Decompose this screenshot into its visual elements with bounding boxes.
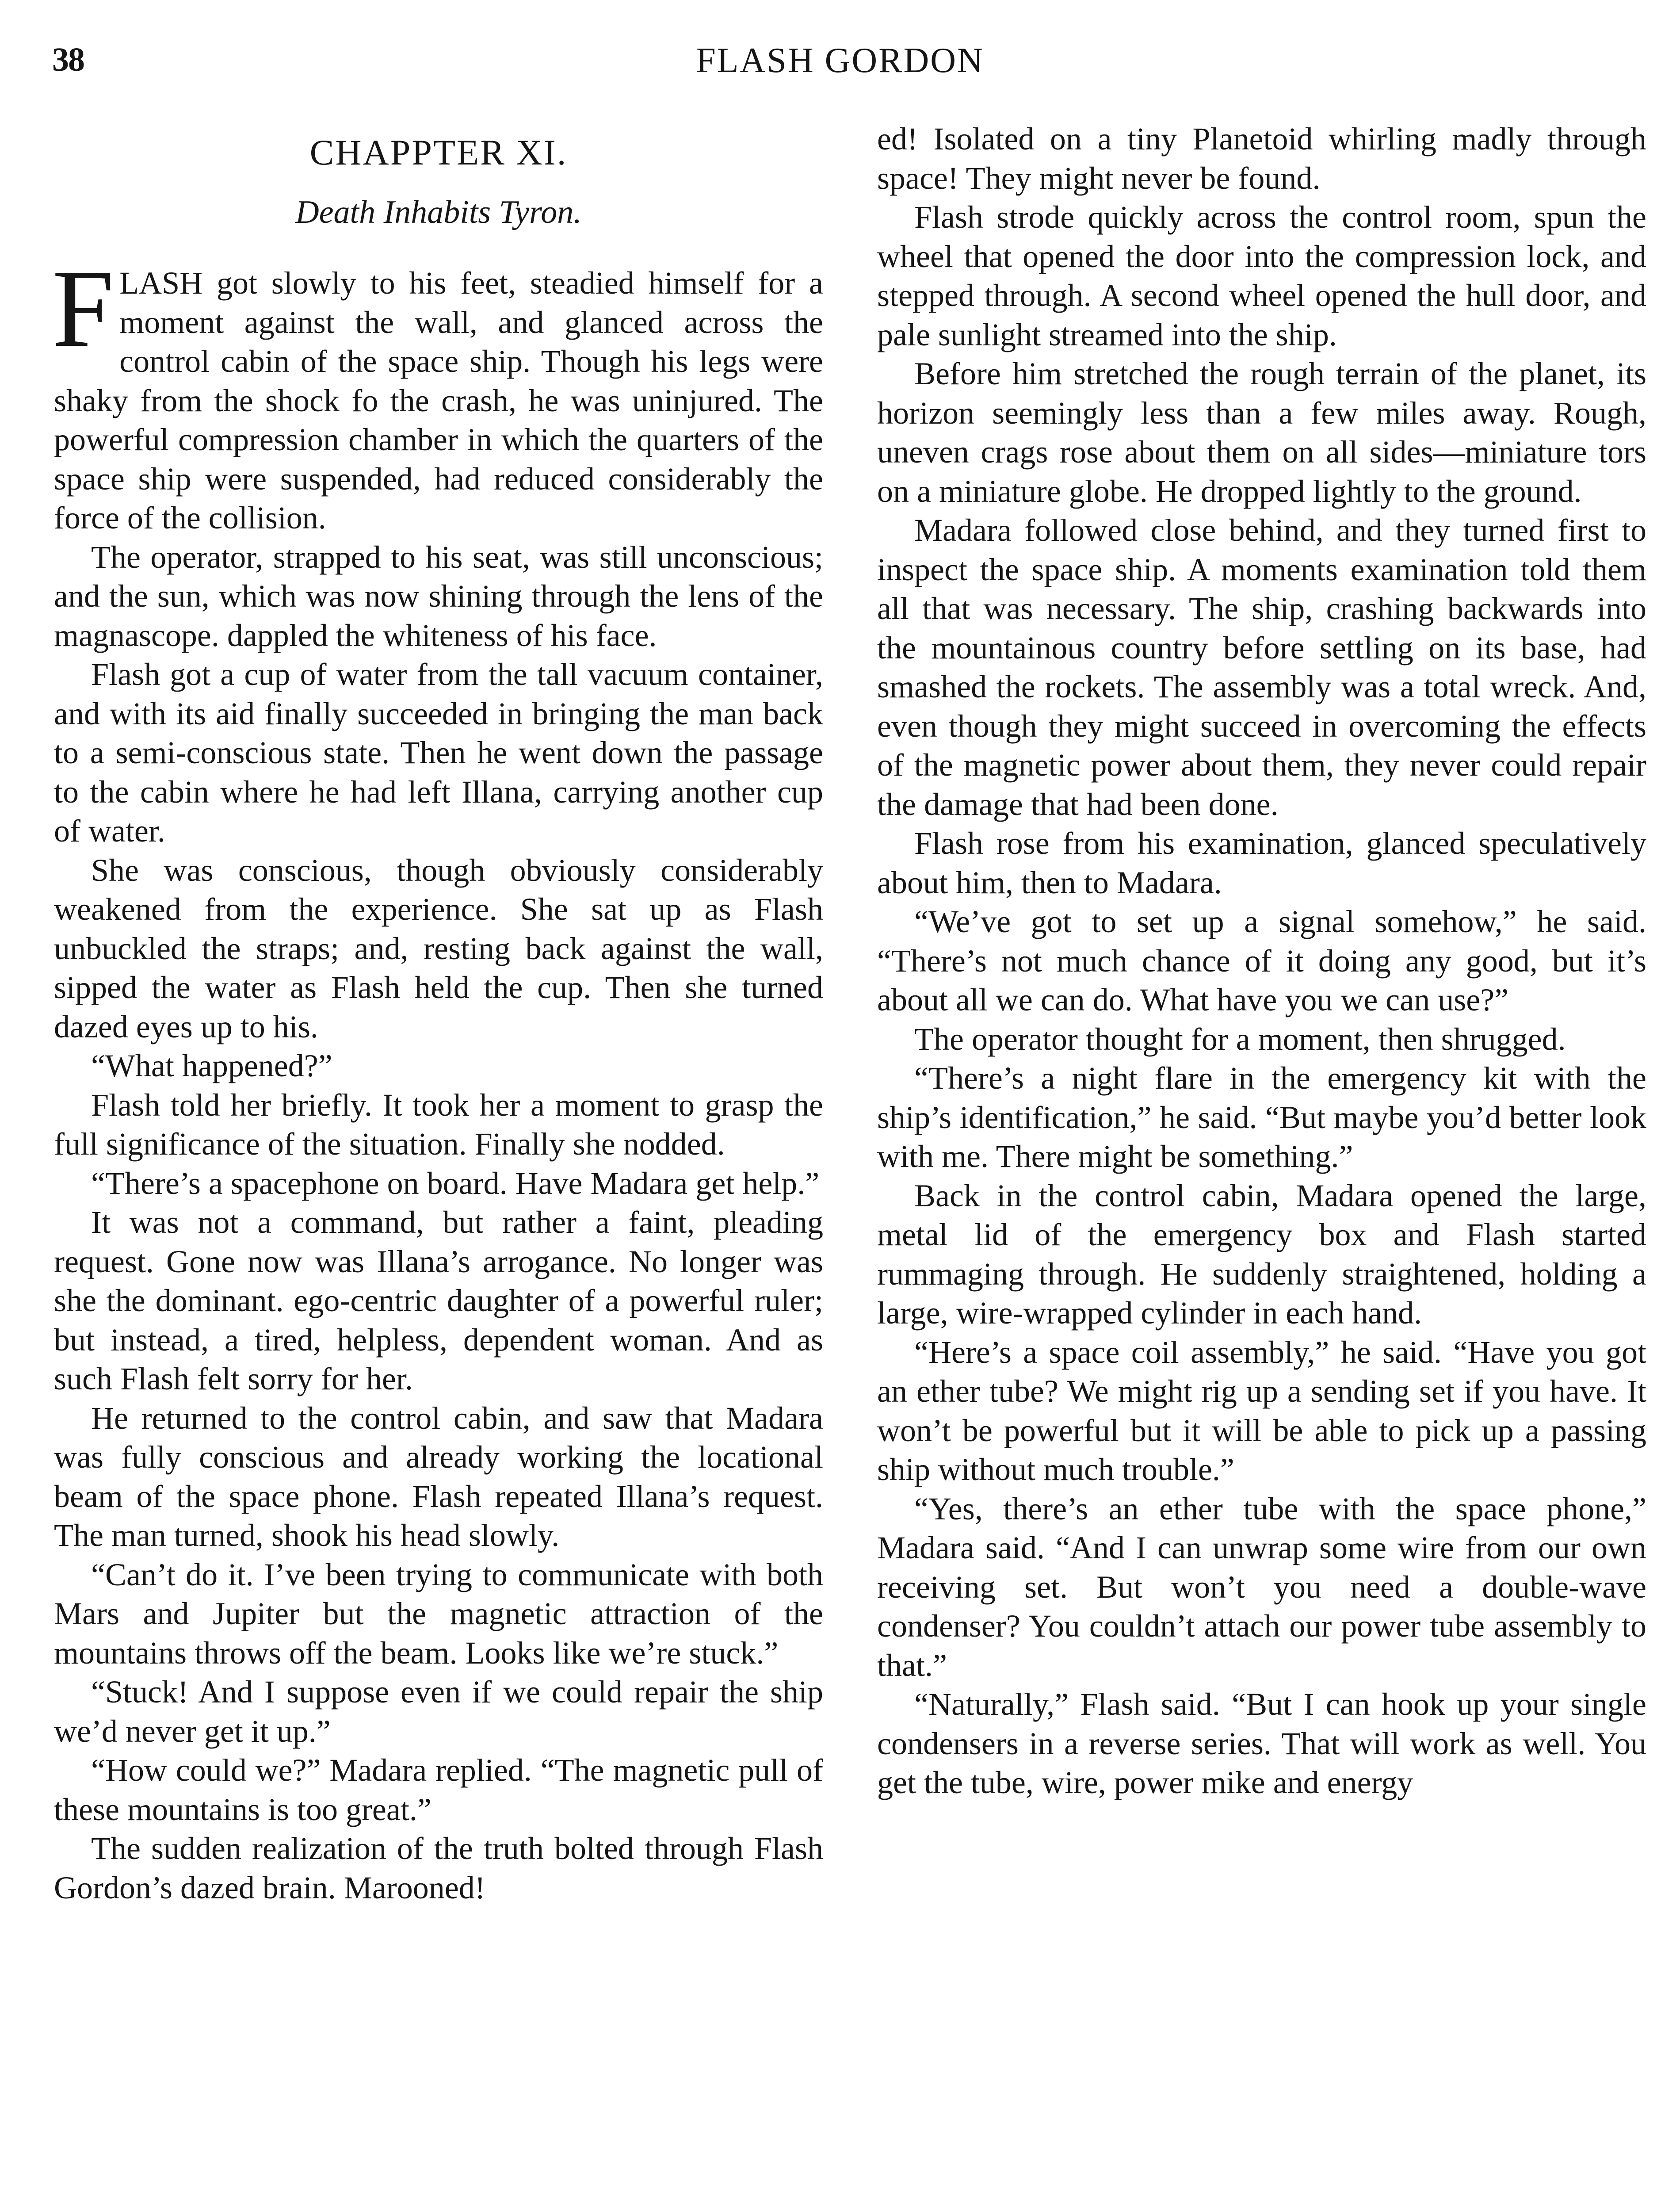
paragraph: “There’s a night flare in the emergency kit with the ship’s identification,” he said. “But maybe you’d better look with me. There might be something.”	[877, 1060, 1646, 1174]
paragraph: “There’s a spacephone on board. Have Madara get help.”	[91, 1165, 820, 1201]
paragraph-text: LASH got slowly to his feet, steadied himself for a moment against the wall, and glanced across the control cabin of the space ship. Though his legs were shaky from the shock fo the crash, he was uninjured. The powerful compression chamber in which the quarters of the space ship were suspended, had reduced considerably the force of the collision.	[54, 265, 823, 536]
paragraph: “We’ve got to set up a signal somehow,” he said. “There’s not much chance of it doing any good, but it’s about all we can do. What have you we can use?”	[877, 904, 1646, 1018]
left-column	[54, 128, 823, 1907]
paragraph: It was not a command, but rather a faint, pleading request. Gone now was Illana’s arrogance. No longer was she the dominant. ego-centric daughter of a powerful ruler; but instead, a tired, helpless, dependent woman. And as such Flash felt sorry for her.	[54, 1205, 823, 1396]
paragraph: “Stuck! And I suppose even if we could repair the ship we’d never get it up.”	[54, 1674, 823, 1749]
paragraph: “Can’t do it. I’ve been trying to communicate with both Mars and Jupiter but the magnetic attraction of the mountains throws off the beam. Looks like we’re stuck.”	[54, 1557, 823, 1671]
paragraph: “Naturally,” Flash said. “But I can hook up your single condensers in a reverse series. That will work as well. You get the tube, wire, power mike and energy	[877, 1687, 1646, 1800]
paragraph: Before him stretched the rough terrain of the planet, its horizon seemingly less than a few miles away. Rough, uneven crags rose about them on all sides—miniature tors on a miniature globe. He dropped lightly to the ground.	[877, 356, 1646, 509]
paragraph: ed! Isolated on a tiny Planetoid whirling madly through space! They might never be found.	[877, 121, 1646, 196]
drop-cap: F	[52, 246, 115, 370]
paragraph: Flash told her briefly. It took her a moment to grasp the full significance of the situation. Finally she nodded.	[54, 1087, 823, 1162]
paragraph: “Here’s a space coil assembly,” he said. “Have you got an ether tube? We might rig up a sending set if you have. It won’t be powerful but it will be able to pick up a passing ship without much trouble.”	[877, 1334, 1646, 1487]
paragraph: Flash rose from his examination, glanced speculatively about him, then to Madara.	[877, 826, 1646, 900]
paragraph: Flash strode quickly across the control room, spun the wheel that opened the door into the compression lock, and stepped through. A second wheel opened the hull door, and pale sunlight streamed into the ship.	[877, 199, 1646, 352]
paragraph: Back in the control cabin, Madara opened the large, metal lid of the emergency box and Flash started rummaging through. He suddenly straightened, holding a large, wire-wrapped cylinder in each hand.	[877, 1178, 1646, 1331]
running-title: FLASH GORDON	[696, 41, 984, 80]
chapter-subtitle: Death Inhabits Tyron.	[295, 194, 582, 230]
paragraph: “Yes, there’s an ether tube with the space phone,” Madara said. “And I can unwrap some wire from our own receiving set. But won’t you need a double-wave condenser? You couldn’t attach our power tube assembly to that.”	[877, 1491, 1646, 1683]
paragraph: Flash got a cup of water from the tall vacuum container, and with its aid finally succeeded in bringing the man back to a semi-conscious state. Then he went down the passage to the cabin where he had left Illana, carrying another cup of water.	[54, 657, 823, 849]
paragraph: “How could we?” Madara replied. “The magnetic pull of these mountains is too great.”	[54, 1752, 823, 1827]
chapter-title: CHAPPTER XI.	[309, 132, 568, 172]
paragraph: The operator thought for a moment, then shrugged.	[914, 1021, 1566, 1057]
paragraph: She was conscious, though obviously considerably weakened from the experience. She sat up as Flash unbuckled the straps; and, resting back against the wall, sipped the water as Flash held the cup. Then she turned dazed eyes up to his.	[54, 852, 823, 1044]
paragraph: The sudden realization of the truth bolted through Flash Gordon’s dazed brain. Marooned!	[54, 1831, 823, 1905]
paragraph	[52, 246, 823, 538]
right-column	[877, 119, 1646, 1802]
paragraph: Madara followed close behind, and they turned first to inspect the space ship. A moments examination told them all that was necessary. The ship, crashing backwards into the mountainous country before settling on its base, had smashed the rockets. The assembly was a total wreck. And, even though they might succeed in overcoming the effects of the magnetic power about them, they never could repair the damage that had been done.	[877, 513, 1646, 822]
paragraph: The operator, strapped to his seat, was still unconscious; and the sun, which was now shining through the lens of the magnascope. dappled the whiteness of his face.	[54, 539, 823, 653]
paragraph: “What happened?”	[91, 1048, 332, 1083]
paragraph: He returned to the control cabin, and saw that Madara was fully conscious and already working the locational beam of the space phone. Flash repeated Illana’s request. The man turned, shook his head slowly.	[54, 1400, 823, 1553]
page-number: 38	[52, 41, 84, 78]
